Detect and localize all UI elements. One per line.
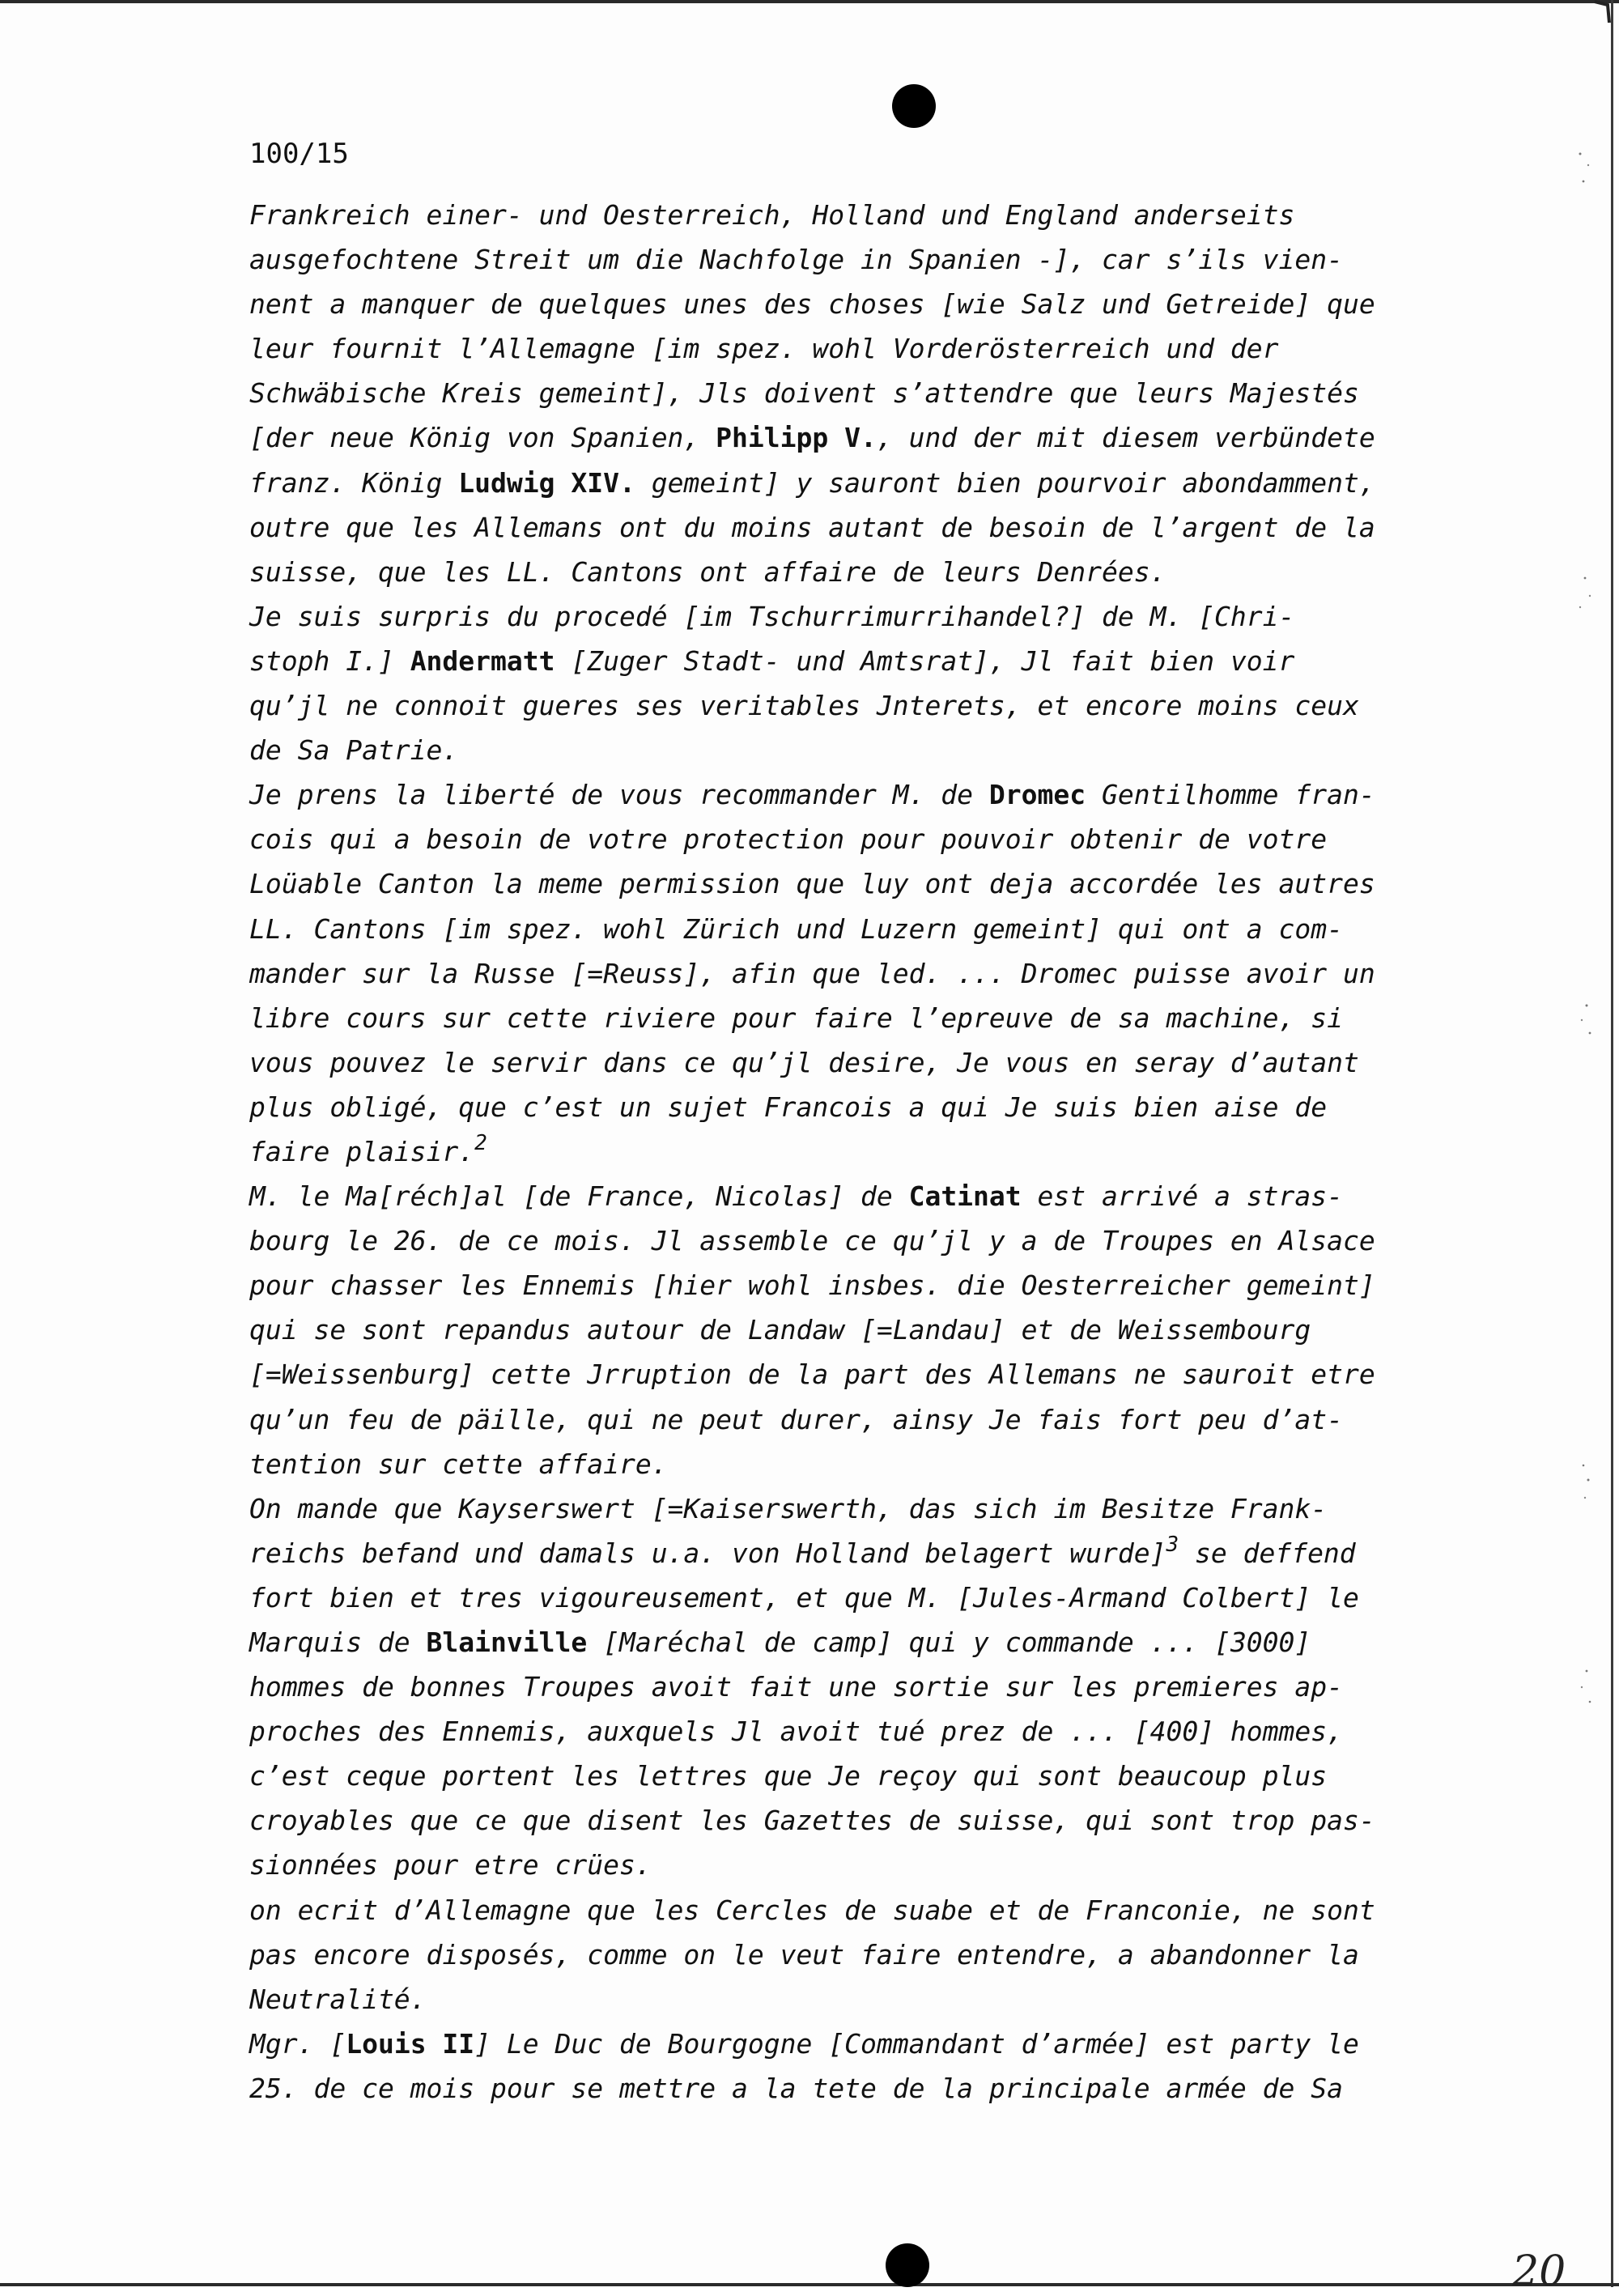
- text-segment: pour chasser les Ennemis [hier wohl insbes. die Oesterreicher gemeint]: [249, 1269, 1375, 1302]
- text-segment: ausgefochtene Streit um die Nachfolge in Spanien -], car s’ils vien-: [249, 244, 1344, 276]
- text-line: [249, 1040, 1512, 1085]
- corner-fold-mark: [1593, 0, 1611, 24]
- bold-name: Ludwig XIV.: [458, 466, 635, 499]
- text-segment: Schwäbische Kreis gemeint], Jls doivent s’attendre que leurs Majestés: [249, 377, 1359, 410]
- text-segment: Je prens la liberté de vous recommander M. de: [249, 779, 989, 811]
- text-line: [249, 237, 1512, 282]
- text-segment: Mgr. [: [249, 2027, 346, 2060]
- text-segment: qui se sont repandus autour de Landaw [=Landau] et de Weissembourg: [249, 1314, 1311, 1346]
- letter-body: [249, 193, 1512, 2111]
- text-segment: on ecrit d’Allemagne que les Cercles de suabe et de Franconie, ne sont: [249, 1894, 1375, 1926]
- bold-name: Catinat: [908, 1180, 1022, 1213]
- text-line: [249, 2066, 1512, 2111]
- text-segment: gemeint] y sauront bien pourvoir abondamment,: [635, 466, 1375, 499]
- text-segment: tention sur cette affaire.: [249, 1448, 668, 1480]
- text-segment: Neutralité.: [249, 1983, 427, 2015]
- text-segment: outre que les Allemans ont du moins autant de besoin de l’argent de la: [249, 511, 1375, 543]
- text-line: [249, 1531, 1512, 1575]
- text-segment: Frankreich einer- und Oesterreich, Holland und England anderseits: [249, 199, 1295, 231]
- bold-name: Dromec: [988, 779, 1086, 811]
- text-segment: LL. Cantons [im spez. wohl Zürich und Luzern gemeint] qui ont a com-: [249, 912, 1344, 945]
- text-segment: Je suis surpris du procedé [im Tschurrimurrihandel?] de M. [Chri-: [249, 600, 1295, 632]
- text-line: [249, 594, 1512, 639]
- text-line: [249, 1575, 1512, 1620]
- text-line: [249, 1085, 1512, 1129]
- text-segment: bourg le 26. de ce mois. Jl assemble ce qu’jl y a de Troupes en Alsace: [249, 1225, 1375, 1257]
- text-segment: , und der mit diesem verbündete: [876, 422, 1375, 454]
- text-segment: vous pouvez le servir dans ce qu’jl desire, Je vous en seray d’autant: [249, 1046, 1359, 1078]
- scan-speckle: [1570, 996, 1603, 1044]
- text-segment: 25. de ce mois pour se mettre a la tete de la principale armée de Sa: [249, 2072, 1344, 2104]
- text-segment: Marquis de: [249, 1626, 427, 1658]
- footnote-marker: 3: [1166, 1532, 1179, 1557]
- text-line: [249, 282, 1512, 326]
- punch-hole-bottom: [886, 2243, 929, 2287]
- text-line: [249, 907, 1512, 951]
- text-line: [249, 683, 1512, 728]
- bold-name: Blainville: [426, 1626, 588, 1658]
- text-line: [249, 1174, 1512, 1218]
- text-line: [249, 817, 1512, 861]
- text-segment: mander sur la Russe [=Reuss], afin que led. ... Dromec puisse avoir un: [249, 957, 1375, 989]
- text-line: [249, 1754, 1512, 1798]
- text-segment: leur fournit l’Allemagne [im spez. wohl Vorderösterreich und der: [249, 333, 1279, 365]
- text-segment: Loüable Canton la meme permission que luy ont deja accordée les autres: [249, 868, 1375, 900]
- text-segment: cois qui a besoin de votre protection pour pouvoir obtenir de votre: [249, 823, 1328, 856]
- text-segment: franz. König: [249, 466, 459, 499]
- scan-speckle: [1570, 1660, 1603, 1708]
- text-line: [249, 193, 1512, 237]
- text-line: [249, 1843, 1512, 1887]
- text-segment: [=Weissenburg] cette Jrruption de la part des Allemans ne sauroit etre: [249, 1358, 1375, 1391]
- right-scan-border: [1611, 0, 1613, 2287]
- text-line: [249, 728, 1512, 772]
- text-segment: sionnées pour etre crües.: [249, 1849, 652, 1881]
- page-reference: 100/15: [249, 138, 349, 170]
- scan-speckle: [1570, 146, 1603, 194]
- text-segment: plus obligé, que c’est un sujet Francois a qui Je suis bien aise de: [249, 1091, 1328, 1123]
- text-segment: hommes de bonnes Troupes avoit fait une sortie sur les premieres ap-: [249, 1671, 1344, 1703]
- text-line: [249, 861, 1512, 906]
- text-line: [249, 1798, 1512, 1843]
- text-line: [249, 996, 1512, 1040]
- text-segment: [Maréchal de camp] qui y commande ... [3000]: [587, 1626, 1311, 1658]
- top-scan-border: [0, 0, 1619, 3]
- bottom-scan-border: [0, 2283, 1619, 2286]
- text-segment: pas encore disposés, comme on le veut faire entendre, a abandonner la: [249, 1938, 1359, 1971]
- text-line: [249, 772, 1512, 817]
- text-line: [249, 1129, 1512, 1174]
- text-line: [249, 951, 1512, 996]
- text-segment: qu’un feu de päille, qui ne peut durer, ainsy Je fais fort peu d’at-: [249, 1403, 1344, 1435]
- text-segment: nent a manquer de quelques unes des choses [wie Salz und Getreide] que: [249, 288, 1375, 321]
- text-segment: reichs befand und damals u.a. von Holland belagert wurde]: [249, 1537, 1166, 1569]
- text-line: [249, 1218, 1512, 1263]
- text-segment: est arrivé a stras-: [1021, 1180, 1344, 1213]
- text-segment: de Sa Patrie.: [249, 734, 459, 767]
- text-line: [249, 415, 1512, 460]
- folio-number: 20: [1512, 2247, 1566, 2296]
- bold-name: Louis II: [346, 2027, 475, 2060]
- text-line: [249, 550, 1512, 594]
- text-segment: fort bien et tres vigoureusement, et que M. [Jules-Armand Colbert] le: [249, 1581, 1359, 1614]
- text-segment: c’est ceque portent les lettres que Je reçoy qui sont beaucoup plus: [249, 1760, 1328, 1792]
- text-line: [249, 2022, 1512, 2066]
- scan-speckle: [1570, 567, 1603, 615]
- text-line: [249, 1977, 1512, 2022]
- punch-hole-top: [892, 84, 936, 128]
- bold-name: Philipp V.: [716, 422, 877, 454]
- text-line: [249, 1486, 1512, 1531]
- text-line: [249, 1263, 1512, 1307]
- text-line: [249, 1620, 1512, 1665]
- text-line: [249, 1888, 1512, 1932]
- text-line: [249, 326, 1512, 371]
- text-segment: stoph I.]: [249, 644, 410, 677]
- text-segment: On mande que Kayserswert [=Kaiserswerth, das sich im Besitze Frank-: [249, 1492, 1328, 1524]
- text-line: [249, 1307, 1512, 1352]
- text-segment: suisse, que les LL. Cantons ont affaire de leurs Denrées.: [249, 555, 1166, 588]
- text-segment: Gentilhomme fran-: [1086, 779, 1375, 811]
- text-line: [249, 461, 1512, 505]
- text-line: [249, 1709, 1512, 1754]
- bold-name: Andermatt: [410, 644, 555, 677]
- text-segment: [der neue König von Spanien,: [249, 422, 716, 454]
- text-line: [249, 1352, 1512, 1397]
- text-segment: libre cours sur cette riviere pour faire l’epreuve de sa machine, si: [249, 1001, 1344, 1034]
- text-segment: ] Le Duc de Bourgogne [Commandant d’armée] est party le: [474, 2027, 1359, 2060]
- footnote-marker: 2: [474, 1130, 487, 1155]
- text-segment: [Zuger Stadt- und Amtsrat], Jl fait bien voir: [555, 644, 1295, 677]
- text-line: [249, 505, 1512, 550]
- text-line: [249, 1665, 1512, 1709]
- text-segment: qu’jl ne connoit gueres ses veritables Jnterets, et encore moins ceux: [249, 690, 1359, 722]
- text-line: [249, 1932, 1512, 1977]
- text-line: [249, 371, 1512, 415]
- text-segment: se deffend: [1179, 1537, 1356, 1569]
- text-line: [249, 639, 1512, 683]
- text-segment: faire plaisir.: [249, 1135, 475, 1167]
- text-line: [249, 1442, 1512, 1486]
- text-segment: croyables que ce que disent les Gazettes de suisse, qui sont trop pas-: [249, 1805, 1375, 1837]
- scan-speckle: [1570, 1457, 1603, 1506]
- text-segment: proches des Ennemis, auxquels Jl avoit tué prez de ... [400] hommes,: [249, 1716, 1344, 1748]
- text-line: [249, 1397, 1512, 1442]
- text-segment: M. le Ma[réch]al [de France, Nicolas] de: [249, 1180, 909, 1213]
